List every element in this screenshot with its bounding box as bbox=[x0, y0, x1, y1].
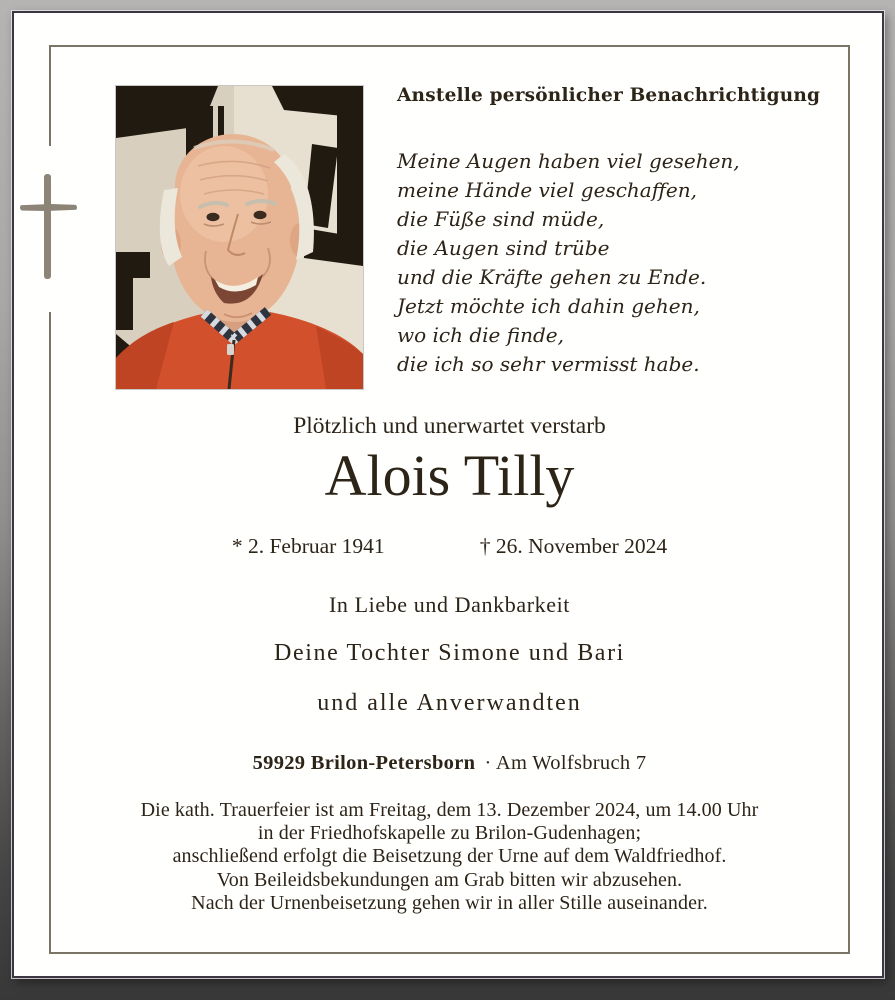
poem-line: die Augen sind trübe bbox=[397, 236, 610, 260]
details-line: anschließend erfolgt die Beisetzung der Urne auf dem Waldfriedhof. bbox=[172, 845, 727, 868]
poem-line: die ich so sehr vermisst habe. bbox=[397, 352, 700, 376]
poem-line: Meine Augen haben viel gesehen, bbox=[397, 149, 740, 173]
poem-line: die Füße sind müde, bbox=[397, 207, 605, 231]
poem-line: wo ich die finde, bbox=[397, 323, 564, 347]
portrait-photo bbox=[116, 86, 363, 389]
death-intro: Plötzlich und unerwartet verstarb bbox=[293, 413, 606, 439]
details-line: Die kath. Trauerfeier ist am Freitag, dem 13. Dezember 2024, um 14.00 Uhr bbox=[140, 799, 759, 821]
mourner-line: Deine Tochter Simone und Bari bbox=[274, 640, 625, 666]
details-line: Von Beileidsbekundungen am Grab bitten wir abzusehen. bbox=[216, 868, 683, 891]
notice-content bbox=[49, 45, 850, 954]
life-dates bbox=[49, 534, 850, 559]
farewell-line: In Liebe und Dankbarkeit bbox=[328, 592, 571, 617]
poem-line: Jetzt möchte ich dahin gehen, bbox=[397, 294, 700, 318]
poem-line: meine Hände viel geschaffen, bbox=[397, 178, 697, 202]
memorial-poem bbox=[397, 147, 740, 379]
portrait-illustration bbox=[116, 86, 363, 389]
death-date: † 26. November 2024 bbox=[479, 534, 668, 558]
address-street: · Am Wolfsbruch 7 bbox=[484, 752, 647, 774]
address-line bbox=[49, 752, 850, 775]
notice-header: Anstelle persönlicher Benachrichtigung bbox=[397, 85, 821, 106]
deceased-name: Alois Tilly bbox=[324, 443, 575, 508]
funeral-details bbox=[49, 799, 850, 915]
birth-date: * 2. Februar 1941 bbox=[231, 534, 385, 558]
details-line: Nach der Urnenbeisetzung gehen wir in aller Stille auseinander. bbox=[191, 891, 708, 914]
address-city: 59929 Brilon-Petersborn bbox=[252, 752, 476, 774]
mourner-line: und alle Anverwandten bbox=[317, 690, 582, 716]
poem-line: und die Kräfte gehen zu Ende. bbox=[397, 265, 707, 289]
obituary-card bbox=[12, 11, 884, 978]
details-line: in der Friedhofskapelle zu Brilon-Gudenhagen; bbox=[257, 822, 642, 845]
